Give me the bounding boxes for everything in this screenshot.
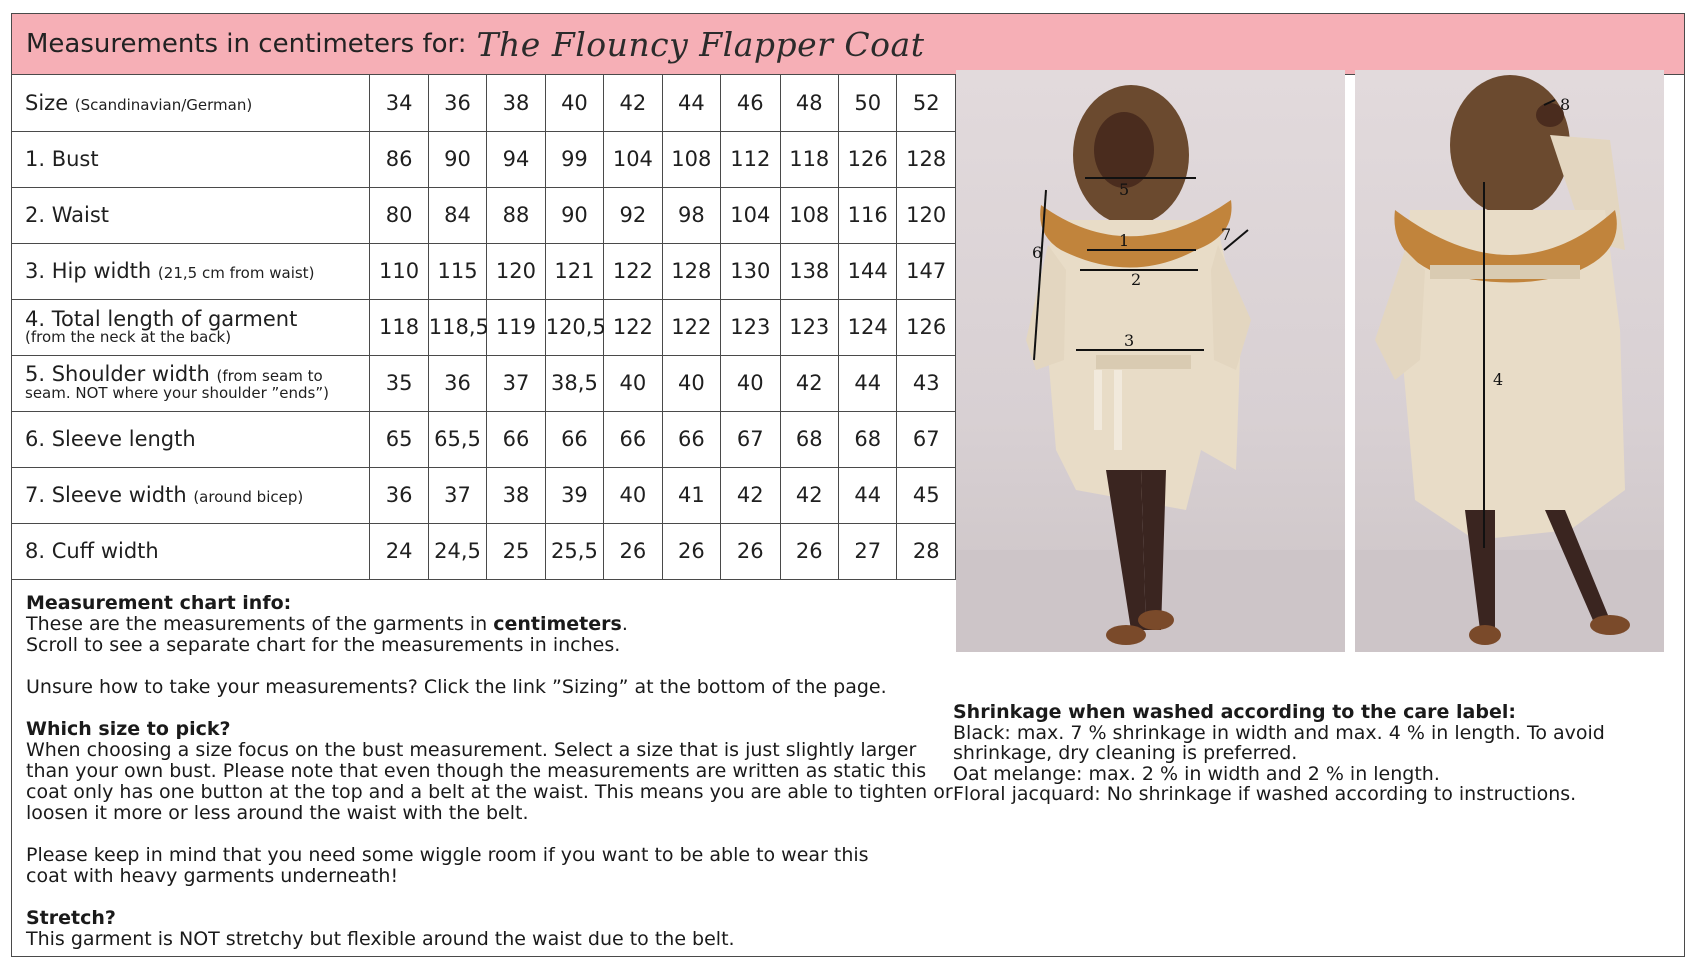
row-label-text: 4. Total length of garment [25,307,298,331]
measurement-cell: 116 [838,187,896,243]
measurement-cell: 115 [428,243,486,299]
measurement-cell: 27 [838,523,896,579]
row-label-text: 6. Sleeve length [25,427,196,451]
measurement-cell: 122 [604,243,662,299]
measurement-row [12,187,956,243]
row-label-text: 5. Shoulder width [25,362,210,386]
measurement-cell: 104 [721,187,780,243]
measurement-cell: 39 [545,467,603,523]
size-table [12,75,956,580]
measurement-row [12,467,956,523]
info-line1-bold: centimeters [493,613,622,635]
measurement-cell: 28 [897,523,956,579]
measurement-cell: 24,5 [428,523,486,579]
measurement-cell: 68 [838,411,896,467]
size-header-row [12,75,956,131]
row-label-text: 7. Sleeve width [25,483,187,507]
measurement-cell: 86 [370,131,428,187]
info-unsure: Unsure how to take your measurements? Click the link ”Sizing” at the bottom of the page. [26,676,887,698]
measurement-cell: 108 [780,187,838,243]
measurement-cell: 26 [721,523,780,579]
size-value-cell: 46 [721,75,780,131]
measurement-cell: 65 [370,411,428,467]
row-label [12,411,370,467]
shrinkage-line-black: Black: max. 7 % shrinkage in width and max. 4 % in length. To avoid shrinkage, dry cleaning is preferred. [953,721,1605,764]
measurement-cell: 44 [838,355,896,411]
row-label-note: (Scandinavian/German) [74,95,253,114]
measurement-cell: 126 [838,131,896,187]
measurement-cell: 138 [780,243,838,299]
pick-text: When choosing a size focus on the bust measurement. Select a size that is just slightly larger than your own bust. Please note that even though the measurements are written as static this coat only has one button at the top and a belt at the waist. This means you are able to tighten or loosen it more or less around the waist with the belt. [26,739,953,824]
row-label-text: 8. Cuff width [25,539,159,563]
measurement-cell: 118,5 [428,299,486,355]
product-name: The Flouncy Flapper Coat [476,24,925,64]
size-value-cell: 40 [545,75,603,131]
measurement-row [12,355,956,411]
row-label [12,523,370,579]
measurement-cell: 112 [721,131,780,187]
marker-2: 2 [1131,270,1142,289]
info-line2: Scroll to see a separate chart for the measurements in inches. [26,634,621,656]
measurement-cell: 104 [604,131,662,187]
size-value-cell: 48 [780,75,838,131]
row-label [12,243,370,299]
measurement-cell: 98 [662,187,720,243]
measurement-cell: 25 [487,523,545,579]
marker-3: 3 [1124,331,1135,350]
front-measurement-photo [956,70,1345,652]
measurement-cell: 35 [370,355,428,411]
measurement-cell: 26 [780,523,838,579]
pick-title: Which size to pick? [26,718,231,740]
measurement-info [26,593,956,970]
measurement-cell: 67 [897,411,956,467]
measurement-cell: 120 [487,243,545,299]
measurement-cell: 40 [604,355,662,411]
measurement-cell: 120,5 [545,299,603,355]
measurement-cell: 65,5 [428,411,486,467]
measurement-cell: 128 [662,243,720,299]
shrinkage-line-oat: Oat melange: max. 2 % in width and 2 % in length. [953,762,1440,785]
marker-6: 6 [1032,243,1043,262]
measurement-cell: 41 [662,467,720,523]
measurement-cell: 123 [721,299,780,355]
row-label [12,355,370,411]
measurement-cell: 118 [370,299,428,355]
chart-header [12,14,1684,75]
measurement-cell: 124 [838,299,896,355]
shrinkage-info [953,702,1653,805]
row-label-text: 1. Bust [25,147,99,171]
measurement-cell: 120 [897,187,956,243]
measurement-cell: 147 [897,243,956,299]
measurement-cell: 90 [545,187,603,243]
measurement-row [12,299,956,355]
size-value-cell: 52 [897,75,956,131]
row-label-note: (from the neck at the back) [25,328,232,346]
info-line1-pre: These are the measurements of the garments in [26,613,494,635]
measurement-cell: 37 [487,355,545,411]
measurement-row [12,411,956,467]
measurement-cell: 66 [662,411,720,467]
row-label [12,467,370,523]
measurement-cell: 128 [897,131,956,187]
measurement-cell: 24 [370,523,428,579]
measurement-cell: 80 [370,187,428,243]
measurement-cell: 36 [370,467,428,523]
row-label-note-2: seam. NOT where your shoulder ”ends”) [25,384,329,402]
measurement-cell: 126 [897,299,956,355]
row-label [12,131,370,187]
row-label-note: (around bicep) [193,488,304,506]
size-value-cell: 38 [487,75,545,131]
measurement-cell: 88 [487,187,545,243]
measurement-cell: 67 [721,411,780,467]
wiggle-text: Please keep in mind that you need some wiggle room if you want to be able to wear this coat with heavy garments underneath! [26,844,869,887]
back-photo-illustration [1355,70,1664,652]
measurement-cell: 68 [780,411,838,467]
size-value-cell: 34 [370,75,428,131]
info-line1-post: . [621,613,628,635]
measurement-cell: 40 [721,355,780,411]
measurement-cell: 66 [487,411,545,467]
row-label-note: (from seam to [216,367,323,385]
measurement-row [12,131,956,187]
size-value-cell: 42 [604,75,662,131]
measurement-cell: 66 [604,411,662,467]
marker-8: 8 [1560,95,1571,114]
measurement-cell: 84 [428,187,486,243]
measurement-row [12,523,956,579]
measurement-cell: 122 [604,299,662,355]
row-label-text: 2. Waist [25,203,110,227]
measurement-cell: 25,5 [545,523,603,579]
row-label [12,75,370,131]
stretch-title: Stretch? [26,907,116,929]
row-label-note: (21,5 cm from waist) [157,264,315,282]
back-measurement-photo [1355,70,1664,652]
row-label-text: 3. Hip width [25,259,152,283]
measurement-cell: 45 [897,467,956,523]
measurement-cell: 118 [780,131,838,187]
measurement-cell: 119 [487,299,545,355]
size-value-cell: 36 [428,75,486,131]
measurement-cell: 40 [662,355,720,411]
size-value-cell: 50 [838,75,896,131]
measurement-cell: 40 [604,467,662,523]
measurement-cell: 123 [780,299,838,355]
marker-4: 4 [1493,370,1504,389]
marker-1: 1 [1119,231,1130,250]
size-value-cell: 44 [662,75,720,131]
measurement-row [12,243,956,299]
shrinkage-line-floral: Floral jacquard: No shrinkage if washed according to instructions. [953,783,1577,805]
measurement-cell: 37 [428,467,486,523]
info-title: Measurement chart info: [26,592,292,614]
stretch-text: This garment is NOT stretchy but flexible around the waist due to the belt. [26,928,735,950]
measurement-cell: 42 [721,467,780,523]
measurement-cell: 26 [604,523,662,579]
row-label [12,187,370,243]
measurement-cell: 38 [487,467,545,523]
measurement-cell: 38,5 [545,355,603,411]
marker-5: 5 [1119,180,1130,199]
measurement-cell: 121 [545,243,603,299]
row-label-text: Size [25,90,69,115]
measurement-cell: 144 [838,243,896,299]
measurement-cell: 108 [662,131,720,187]
header-lead: Measurements in centimeters for: [26,29,467,59]
measurement-cell: 66 [545,411,603,467]
measurement-cell: 99 [545,131,603,187]
shrinkage-title: Shrinkage when washed according to the care label: [953,701,1516,723]
measurement-cell: 92 [604,187,662,243]
measurement-cell: 122 [662,299,720,355]
measurement-cell: 44 [838,467,896,523]
measurement-cell: 90 [428,131,486,187]
measurement-cell: 110 [370,243,428,299]
measurement-cell: 130 [721,243,780,299]
measurement-cell: 26 [662,523,720,579]
marker-7: 7 [1221,225,1232,244]
measurement-cell: 94 [487,131,545,187]
measurement-cell: 43 [897,355,956,411]
row-label [12,299,370,355]
measurement-cell: 42 [780,355,838,411]
measurement-cell: 42 [780,467,838,523]
front-photo-illustration [956,70,1345,652]
measurement-cell: 36 [428,355,486,411]
